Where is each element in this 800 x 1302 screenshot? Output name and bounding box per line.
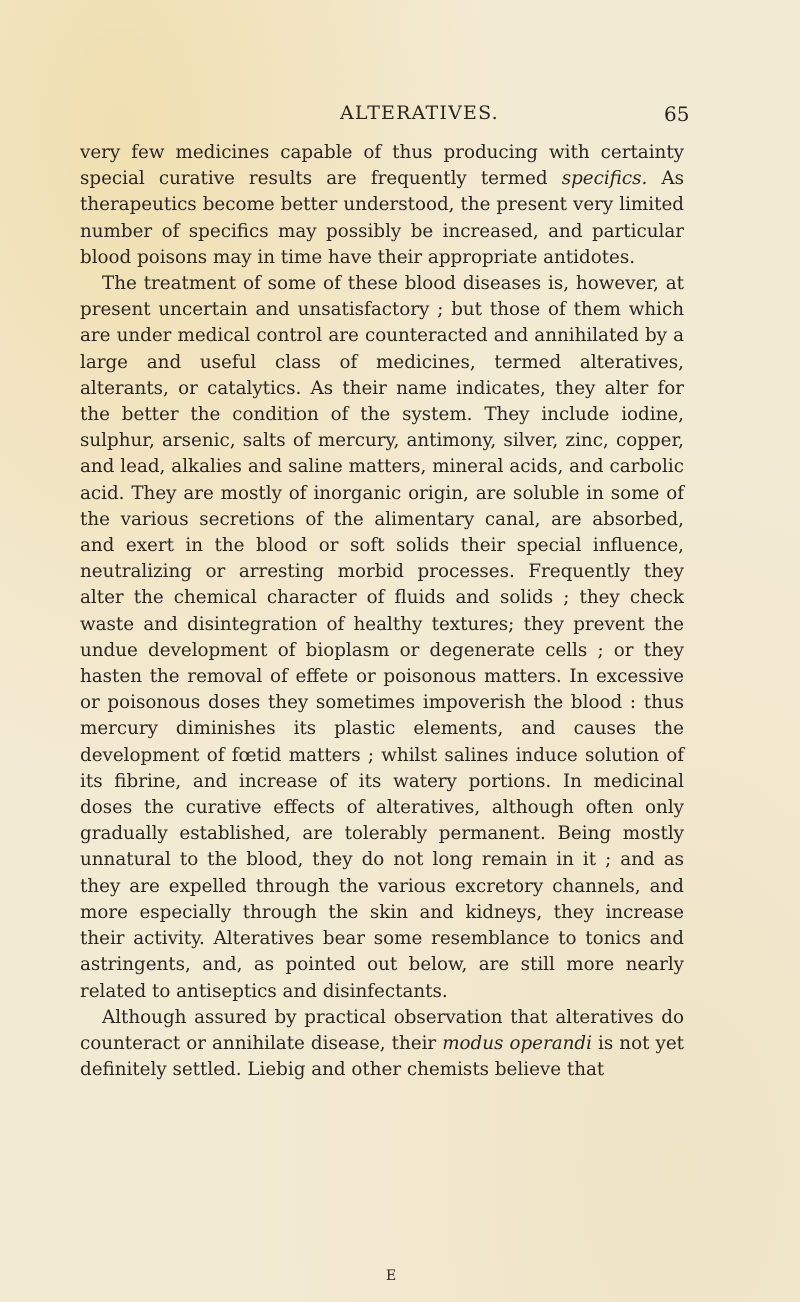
italic-term: specifics. — [561, 168, 648, 190]
text-run: Although assured by practical observation that alteratives do counteract or annihilate disease, their — [80, 1006, 684, 1054]
text-run: The treatment of some of these blood diseases is, however, at present uncertain and unsatisfactory ; but those of them which are under medical control are counteracted and annihilated by a large and useful class of medicines, termed alteratives, alterants, or catalytics. As their name indicates, they alter for the better the condition of the system. They include iodine, sulphur, arsenic, salts of mercury, antimony, silver, zinc, copper, and lead, alkalies and saline matters, mineral acids, and carbolic acid. They are mostly of inorganic origin, are soluble in some of the various secretions of the alimentary canal, are absorbed, and exert in the blood or soft solids their special influence, neutralizing or arresting morbid processes. Frequently they alter the chemical character of fluids and solids ; they check waste and disintegration of healthy textures; they prevent the undue development of bioplasm or degenerate cells ; or they hasten the removal of effete or poisonous matters. In excessive or poisonous doses they sometimes impoverish the blood : thus mercury diminishes its plastic elements, and causes the development of fœtid matters ; whilst salines induce solution of its fibrine, and increase of its watery portions. In medicinal doses the curative effects of alteratives, although often only gradually established, are tolerably permanent. Being mostly unnatural to the blood, they do not long remain in it ; and as they are expelled through the various excretory channels, and more especially through the skin and kidneys, they increase their activity. Alteratives bear some resemblance to tonics and astringents, and, as pointed out below, are still more nearly related to antiseptics and disinfectants. — [80, 273, 684, 1002]
text-run: very few medicines capable of thus producing with certainty special curative results are frequently termed — [80, 142, 684, 190]
paragraph — [80, 271, 684, 1005]
italic-term: modus operandi — [442, 1032, 592, 1054]
running-head — [0, 102, 800, 132]
signature-mark: E — [386, 1268, 397, 1284]
text-run: As therapeutics become better understood, the present very limited number of specifics may possibly be increased, and particular blood poisons may in time have their appropriate antidotes. — [80, 168, 684, 268]
page-number: 65 — [664, 102, 690, 126]
text-run: is not yet definitely settled. Liebig and other chemists believe that — [80, 1032, 684, 1081]
running-title: ALTERATIVES. — [340, 102, 499, 124]
paragraph — [80, 1005, 684, 1084]
body-text — [80, 140, 684, 1083]
paragraph — [80, 140, 684, 271]
